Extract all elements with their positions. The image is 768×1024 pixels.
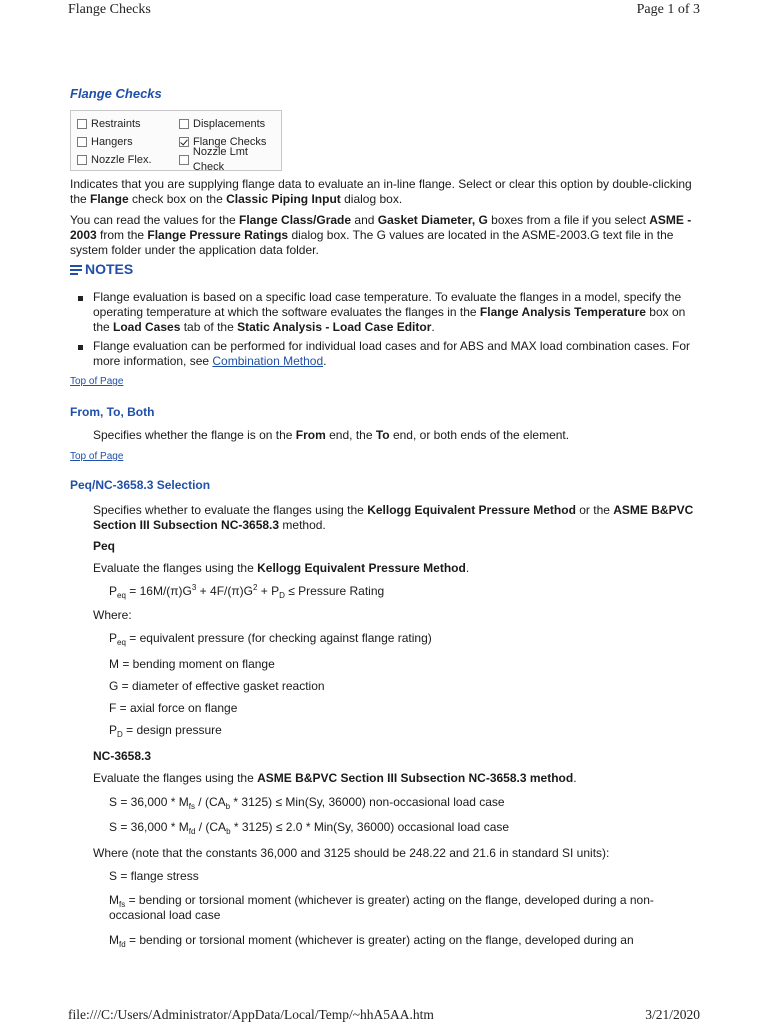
checkbox-hangers[interactable]: [77, 135, 133, 149]
combination-method-link[interactable]: Combination Method: [212, 354, 324, 368]
from-to-description: Specifies whether the flange is on the From end, the To end, or both ends of the element.: [93, 428, 570, 442]
footer-date: 3/21/2020: [645, 1007, 700, 1022]
top-of-page-link[interactable]: Top of Page: [70, 376, 124, 387]
def-f: F = axial force on flange: [109, 701, 238, 715]
note-item: Flange evaluation can be performed for individual load cases and for ABS and MAX load combination cases. For more information, see Combination Method.: [70, 339, 702, 369]
where-label: Where:: [93, 608, 132, 622]
checkbox-checked-icon: [179, 137, 189, 147]
section-heading-from-to-both: From, To, Both: [70, 405, 155, 419]
def-s: S = flange stress: [109, 869, 199, 883]
checkbox-label: Displacements: [193, 117, 266, 130]
nc-formula-non-occasional: $S = 36,000 * M_{fs} / (CA_b * 3125) \le Min(Sy$, 36000) non-occasional load case: [109, 795, 505, 811]
checkbox-label: Flange Checks: [193, 135, 267, 148]
checkbox-icon: [179, 155, 189, 165]
checkbox-restraints[interactable]: [77, 117, 141, 131]
def-mfd: $M_{fd}$ = bending or torsional moment (whichever is greater) acting on the flange, developed during an: [109, 933, 634, 949]
nc-formula-occasional: $S = 36,000 * M_{fd} / (CA_b * 3125) \le 2.0 * Min(Sy$, 36000) occasional load case: [109, 820, 510, 836]
checkbox-icon: [77, 155, 87, 165]
peq-section-intro: Specifies whether to evaluate the flanges using the Kellogg Equivalent Pressure Method or the ASME B&PVC Section III Subsection NC-3658.3 method.: [93, 503, 694, 532]
def-pd: $P_D$ = design pressure: [109, 723, 222, 739]
checkbox-icon: [77, 137, 87, 147]
checkbox-label: Restraints: [91, 117, 141, 130]
checkbox-displacements[interactable]: [179, 117, 265, 131]
footer-file-path: file:///C:/Users/Administrator/AppData/Local/Temp/~hhA5AA.htm: [68, 1007, 434, 1022]
def-mfs: $M_{fs}$ = bending or torsional moment (whichever is greater) acting on the flange, developed during a non-occasional load case: [109, 893, 654, 922]
intro-paragraph-2: You can read the values for the Flange Class/Grade and Gasket Diameter, G boxes from a file if you select ASME - 2003 from the Flange Pressure Ratings dialog box. The G values are located in the ASME-2003.G text file in the system folder under the application data folder.: [70, 213, 692, 257]
nc-subheading: NC-3658.3: [93, 749, 152, 763]
peq-description: Evaluate the flanges using the Kellogg Equivalent Pressure Method.: [93, 561, 470, 575]
peq-subheading: Peq: [93, 539, 116, 553]
where-si-note: Where (note that the constants 36,000 and 3125 should be 248.22 and 21.6 in standard SI units):: [93, 846, 610, 860]
checkbox-label: Nozzle Lmt Check: [192, 146, 248, 173]
notes-heading: [70, 262, 133, 277]
checkbox-panel: [70, 110, 282, 171]
checkbox-icon: [77, 119, 87, 129]
top-of-page-link[interactable]: Top of Page: [70, 451, 124, 462]
peq-formula: $P_{eq} = 16M/(\pi)G^3 + 4F/(\pi)G^2 + P_D$ ≤ Pressure Rating: [109, 583, 385, 600]
def-m: M = bending moment on flange: [109, 657, 275, 671]
checkbox-label: Nozzle Flex.: [91, 153, 152, 166]
nc-description: Evaluate the flanges using the ASME B&PVC Section III Subsection NC-3658.3 method.: [93, 771, 577, 785]
def-g: G = diameter of effective gasket reaction: [109, 679, 325, 693]
checkbox-nozzle-lmt-check[interactable]: [179, 146, 281, 173]
notes-heading-label: NOTES: [85, 261, 134, 277]
checkbox-label: Hangers: [91, 135, 133, 148]
bullet-icon: [78, 296, 83, 301]
section-heading-peq-nc: Peq/NC-3658.3 Selection: [70, 478, 211, 492]
document-body: [70, 86, 702, 949]
header-title: Flange Checks: [68, 2, 151, 17]
bullet-icon: [78, 345, 83, 350]
page-title: Flange Checks: [70, 86, 162, 101]
checkbox-icon: [179, 119, 189, 129]
notes-icon: [70, 265, 82, 275]
checkbox-nozzle-flex[interactable]: [77, 153, 152, 167]
def-peq: $P_{eq}$ = equivalent pressure (for checking against flange rating): [109, 631, 432, 647]
note-item: Flange evaluation is based on a specific load case temperature. To evaluate the flanges in a model, specify the operating temperature at which the software evaluates the flanges in the Flange Analysis Temperature box on the Load Cases tab of the Static Analysis - Load Case Editor.: [70, 290, 702, 335]
header-page-number: Page 1 of 3: [636, 2, 700, 17]
intro-paragraph-1: Indicates that you are supplying flange data to evaluate an in-line flange. Select or clear this option by double-clicking the Flange check box on the Classic Piping Input dialog box.: [70, 177, 692, 206]
